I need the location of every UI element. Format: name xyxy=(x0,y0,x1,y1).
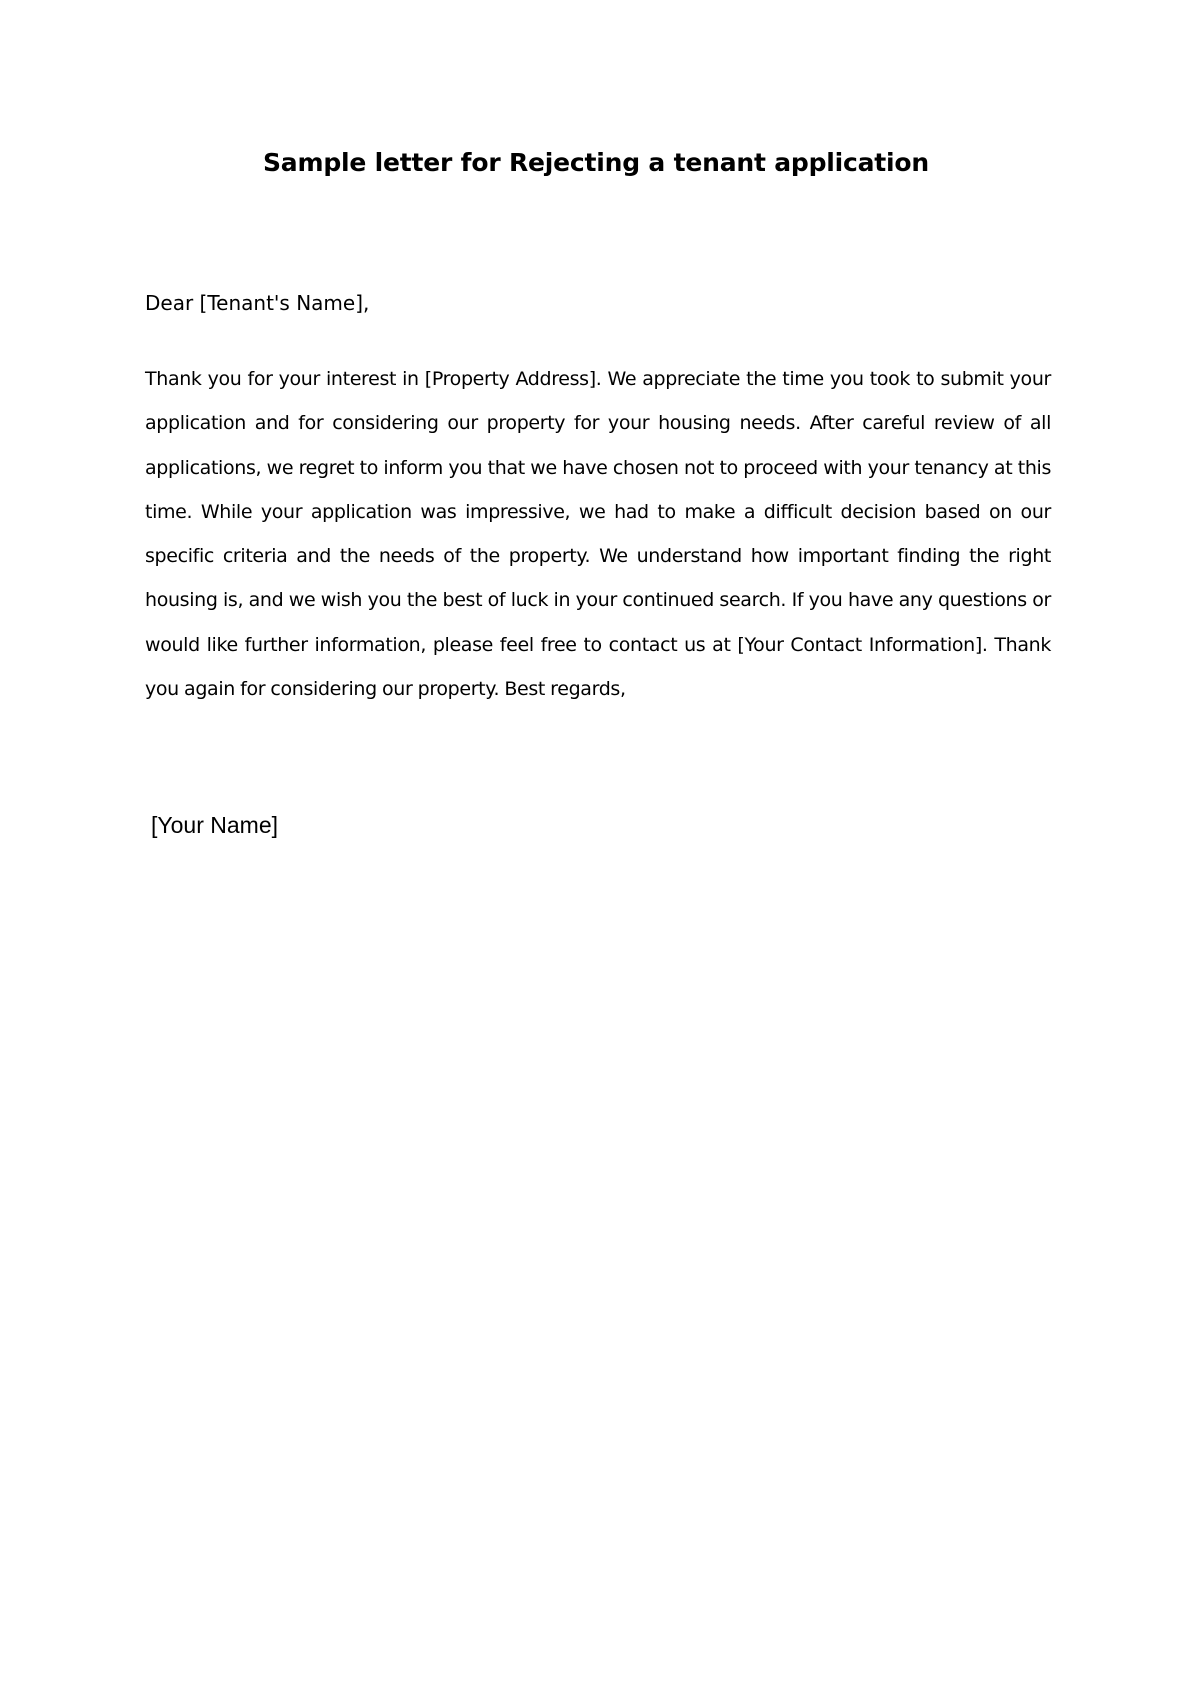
letter-salutation: Dear [Tenant's Name], xyxy=(145,291,370,315)
letter-title: Sample letter for Rejecting a tenant application xyxy=(263,148,929,177)
letter-signature: [Your Name] xyxy=(151,812,278,838)
letter-body: Thank you for your interest in [Property Address]. We appreciate the time you took to submit your application and for considering our property for your housing needs. After careful review of all applications, we regret to inform you that we have chosen not to proceed with your tenancy at this time. While your application was impressive, we had to make a difficult decision based on our specific criteria and the needs of the property. We understand how important finding the right housing is, and we wish you the best of luck in your continued search. If you have any questions or would like further information, please feel free to contact us at [Your Contact Information]. Thank you again for considering our property. Best regards, xyxy=(145,368,1051,701)
